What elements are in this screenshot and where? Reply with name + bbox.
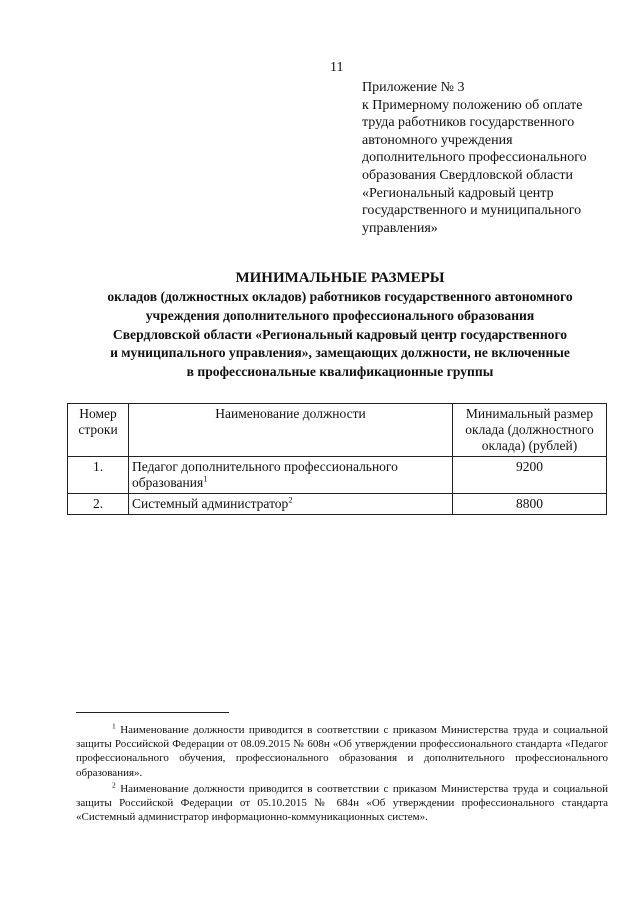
header-min-salary: Минимальный размер оклада (должностного оклада) (рублей) — [453, 404, 607, 457]
position-name: Педагог дополнительного профессионального образования$^1$ — [129, 457, 453, 494]
subtitle-line: в профессиональные квалификационные группы — [186, 364, 494, 380]
footnotes — [76, 723, 608, 826]
row-number: 2. — [68, 494, 129, 515]
appendix-line: «Региональный кадровый центр — [362, 185, 554, 201]
table-header-row — [68, 404, 607, 457]
position-name: Системный администратор$^2$ — [129, 494, 453, 515]
title-main: МИНИМАЛЬНЫЕ РАЗМЕРЫ — [235, 270, 445, 286]
salary-table — [67, 403, 607, 515]
appendix-line: труда работников государственного — [362, 115, 575, 131]
footnote-ref[interactable]: 2 — [288, 494, 293, 505]
salary-value: 8800 — [453, 494, 607, 515]
subtitle-line: окладов (должностных окладов) работников государственного автономного — [107, 289, 573, 304]
subtitle-line: Свердловской области «Региональный кадровый центр государственного — [112, 326, 568, 342]
footnote-mark: 1 — [112, 721, 116, 731]
appendix-line: государственного и муниципального — [362, 203, 582, 219]
table-row — [68, 494, 607, 515]
row-number: 1. — [68, 457, 129, 494]
subtitle-line: учреждения дополнительного профессионального образования — [145, 307, 535, 323]
appendix-line: к Примерному положению об оплате — [362, 97, 583, 113]
appendix-line: образования Свердловской области — [362, 167, 573, 183]
title-subtitle — [60, 288, 620, 382]
table-row — [68, 457, 607, 494]
footnote-separator — [76, 712, 229, 713]
salary-value: 9200 — [453, 457, 607, 494]
header-row-number: Номер строки — [68, 404, 129, 457]
appendix-line: автономного учреждения — [362, 132, 513, 148]
appendix-header — [362, 79, 622, 237]
footnote-ref[interactable]: 1 — [203, 473, 208, 484]
header-position-name: Наименование должности — [129, 404, 453, 457]
appendix-line: Приложение № 3 — [362, 80, 465, 95]
appendix-line: дополнительного профессионального — [362, 150, 587, 166]
footnote: $^1$ Наименование должности приводится в соответствии с приказом Министерства труда и социальной защиты Российской Федерации от 08.09.2015 № 608н «Об утверждении профессионального стандарта «Педагог профессионального обучения, профессионального образования и дополнительного профессионального образования». — [76, 721, 608, 779]
appendix-line: управления» — [362, 220, 438, 236]
page-number: 11 — [330, 60, 344, 75]
subtitle-line: и муниципального управления», замещающих должности, не включенные — [110, 345, 570, 361]
footnote-mark: 2 — [112, 780, 116, 790]
document-title — [60, 268, 620, 382]
footnote: $^2$ Наименование должности приводится в соответствии с приказом Министерства труда и социальной защиты Российской Федерации от 05.10.2015 № 684н «Об утверждении профессионального стандарта «Системный администратор информационно-коммуникационных систем». — [76, 780, 608, 824]
